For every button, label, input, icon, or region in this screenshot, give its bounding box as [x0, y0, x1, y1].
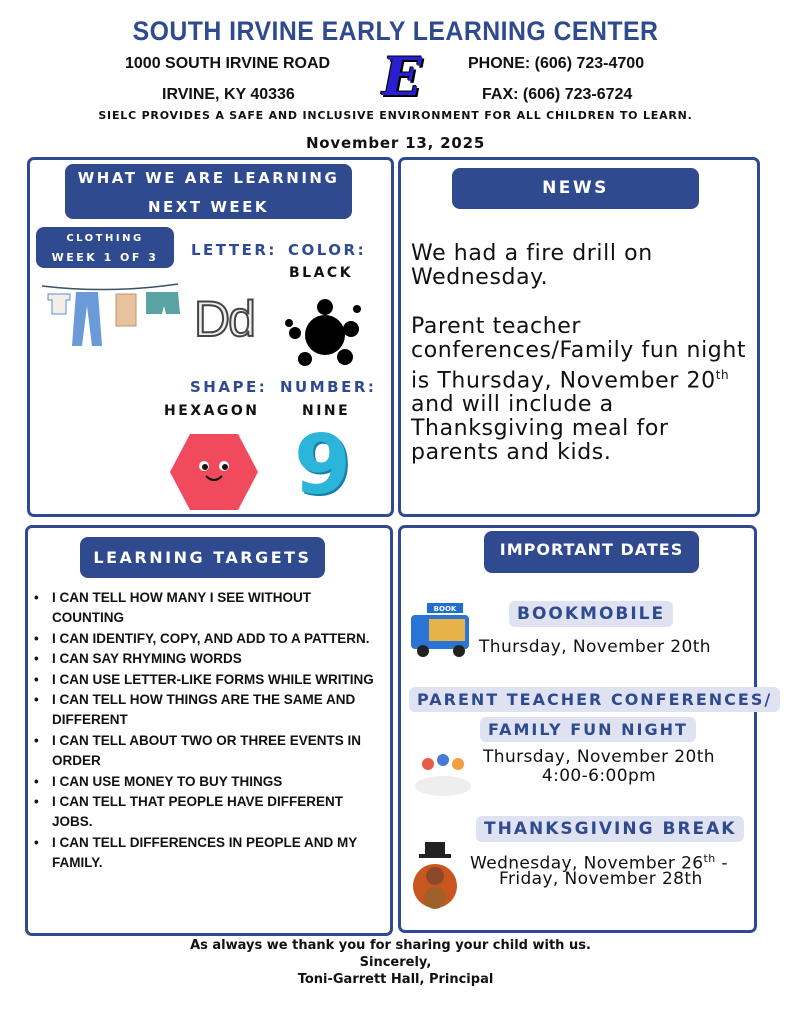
newsletter-date: November 13, 2025	[305, 134, 486, 152]
target-item: • I CAN TELL HOW MANY I SEE WITHOUT COUNTING	[34, 588, 384, 629]
thanksgiving-date-dash: -	[715, 853, 728, 874]
targets-title: LEARNING TARGETS	[80, 537, 325, 578]
address-line1: 1000 SOUTH IRVINE ROAD	[125, 55, 331, 72]
thanksgiving-date-sup: th	[703, 852, 716, 865]
thanksgiving-date-start-text: Wednesday, November 26	[470, 853, 704, 874]
target-item: • I CAN SAY RHYMING WORDS	[34, 649, 384, 669]
learning-title-line1: WHAT WE ARE LEARNING	[77, 169, 340, 187]
bookmobile-icon	[409, 603, 471, 659]
school-logo-icon: E	[382, 47, 422, 108]
color-value: BLACK	[289, 265, 354, 281]
letter-label: LETTER:	[191, 241, 277, 259]
footer-closing: Sincerely,	[359, 955, 432, 970]
target-item: • I CAN USE LETTER-LIKE FORMS WHILE WRITING	[34, 670, 384, 690]
target-item: • I CAN TELL DIFFERENCES IN PEOPLE AND MY FAMILY.	[34, 833, 384, 874]
target-item: • I CAN IDENTIFY, COPY, AND ADD TO A PATTERN.	[34, 629, 384, 649]
target-item: • I CAN USE MONEY TO BUY THINGS	[34, 772, 384, 792]
bookmobile-date: Thursday, November 20th	[479, 637, 711, 657]
fax: FAX: (606) 723-6724	[482, 86, 633, 103]
targets-list	[34, 588, 384, 874]
week-label: WEEK 1 OF 3	[51, 251, 159, 264]
news-item-2	[411, 315, 756, 465]
news-item-1: We had a fire drill on Wednesday.	[411, 241, 653, 290]
color-label: COLOR:	[288, 241, 367, 259]
news-title: NEWS	[452, 168, 699, 209]
thanksgiving-date-end: Friday, November 28th	[499, 869, 703, 889]
phone: PHONE: (606) 723-4700	[468, 55, 645, 72]
turkey-icon	[407, 840, 463, 918]
address-line2: IRVINE, KY 40336	[162, 86, 295, 103]
ptc-label-line2: FAMILY FUN NIGHT	[480, 717, 696, 742]
shape-value: HEXAGON	[164, 403, 260, 419]
target-item: • I CAN TELL ABOUT TWO OR THREE EVENTS IN ORDER	[34, 731, 384, 772]
theme-label: CLOTHING	[66, 233, 144, 244]
dates-title: IMPORTANT DATES	[484, 531, 699, 573]
ptc-date: Thursday, November 20th	[483, 747, 715, 767]
bookmobile-label: BOOKMOBILE	[509, 601, 673, 627]
news-item-2-text-end: and will include a Thanksgiving meal for parents and kids.	[411, 392, 669, 466]
learning-title	[65, 164, 352, 219]
number-value: NINE	[302, 403, 351, 419]
footer-signature: Toni-Garrett Hall, Principal	[297, 972, 494, 987]
school-name: SOUTH IRVINE EARLY LEARNING CENTER	[132, 16, 659, 46]
number-label: NUMBER:	[280, 378, 377, 396]
target-item: • I CAN TELL THAT PEOPLE HAVE DIFFERENT JOBS.	[34, 792, 384, 833]
book-sign: BOOK	[433, 605, 457, 613]
learning-title-line2: NEXT WEEK	[148, 198, 269, 216]
thanksgiving-label: THANKSGIVING BREAK	[476, 816, 744, 842]
news-item-2-sup: th	[715, 368, 730, 382]
letter-value: Dd	[194, 291, 254, 347]
number-nine-icon: 9	[294, 418, 352, 513]
family-table-icon	[412, 742, 474, 800]
footer-thanks: As always we thank you for sharing your child with us.	[190, 938, 591, 953]
clothesline-icon	[40, 280, 180, 350]
mission-statement: SIELC PROVIDES A SAFE AND INCLUSIVE ENVIRONMENT FOR ALL CHILDREN TO LEARN.	[98, 109, 693, 122]
ptc-label-line1: PARENT TEACHER CONFERENCES/	[409, 687, 780, 712]
hexagon-icon	[168, 432, 260, 512]
shape-label: SHAPE:	[190, 378, 268, 396]
theme-badge	[36, 227, 174, 268]
news-item-2-text: Parent teacher conferences/Family fun night is Thursday, November 20	[411, 314, 747, 394]
target-item: • I CAN TELL HOW THINGS ARE THE SAME AND DIFFERENT	[34, 690, 384, 731]
black-splat-icon	[285, 295, 363, 373]
ptc-time: 4:00-6:00pm	[541, 766, 657, 786]
